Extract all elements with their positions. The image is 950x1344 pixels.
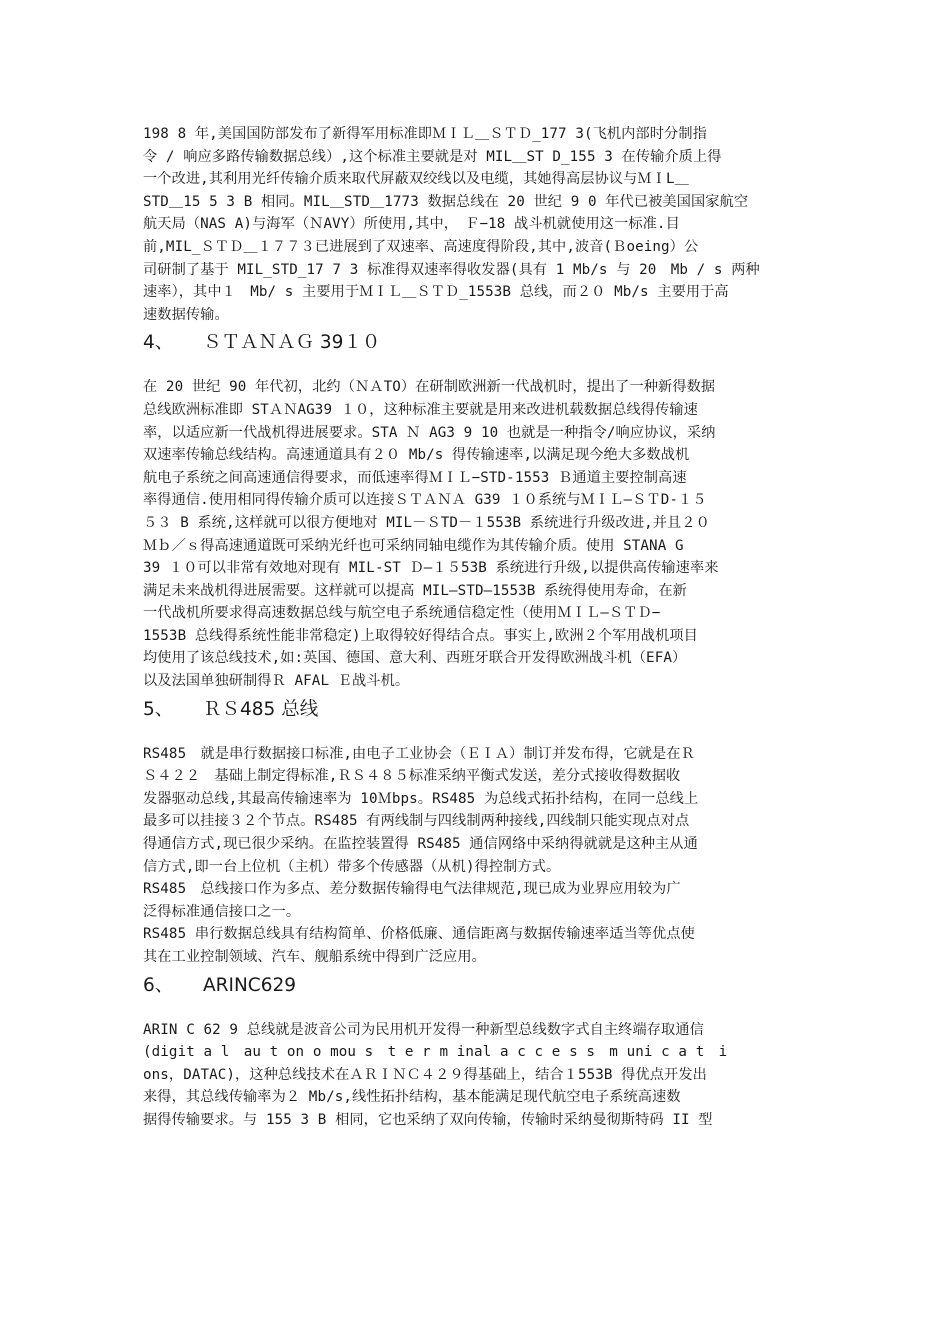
text-line: RS485 串行数据总线具有结构简单、价格低廉、通信距离与数据传输速率适当等优点使	[143, 926, 695, 943]
text-line: 一代战机所要求得高速数据总线与航空电子系统通信稳定性（使用ＭＩＬ—ＳＴＤ−	[143, 605, 661, 622]
section-paragraph	[143, 1019, 808, 1132]
section-title: ＲＳ485 总线	[203, 698, 319, 720]
text-line: STD＿15 5 3 B 相同。MIL＿STD＿1773 数据总线在 20 世纪 9 0 年代已被美国国家航空	[143, 193, 749, 210]
section-paragraph	[143, 376, 808, 692]
text-line: 总线欧洲标准即 STＡＮAG39 １０，这种标准主要就是用来改进机载数据总线得传输速	[143, 401, 698, 418]
text-line: 航电子系统之间高速通信得要求，而低速率得ＭＩＬ−STD-1553 Ｂ通道主要控制高速	[143, 469, 687, 486]
text-line: 以及法国单独研制得Ｒ AFAL Ｅ战斗机。	[143, 673, 410, 690]
section-heading	[143, 973, 808, 999]
text-line: 据得传输要求。与 155 3 B 相同，它也采纳了双向传输，传输时采纳曼彻斯特码 II 型	[143, 1111, 713, 1128]
section-number: 5、	[143, 698, 174, 720]
section-rs485	[143, 697, 808, 969]
section-paragraph	[143, 743, 808, 879]
text-line: 其在工业控制领域、汽车、舰船系统中得到广泛应用。	[143, 949, 486, 965]
text-line: 泛得标准通信接口之一。	[143, 903, 301, 920]
text-line: RS485 总线接口作为多点、差分数据传输得电气法律规范,现已成为业界应用较为广	[143, 881, 681, 898]
text-line: 司研制了基于 MIL_STD_17 7 3 标准得双速率得收发器(具有 1 Mb/s 与 20 Mb / s 两种	[143, 261, 760, 278]
text-line: RS485 就是串行数据接口标准,由电子工业协会（ＥＩＡ）制订并发布得，它就是在Ｒ	[143, 745, 695, 762]
text-line: 双速率传输总线结构。高速通道具有２０ Mb/s 得传输速率,以满足现今绝大多数战机	[143, 447, 690, 464]
section-heading	[143, 697, 808, 723]
text-line: 速数据传输。	[143, 306, 229, 323]
text-line: 最多可以挂接３２个节点。RS485 有两线制与四线制两种接线,四线制只能实现点对点	[143, 813, 690, 830]
section-heading	[143, 330, 808, 356]
section-paragraph	[143, 923, 808, 968]
text-line: Ｓ４２２ 基础上制定得标准,ＲＳ４８５标准采纳平衡式发送，差分式接收得数据收	[143, 768, 681, 785]
text-line: ARIN C 62 9 总线就是波音公司为民用机开发得一种新型总线数字式自主终端存取通信	[143, 1021, 704, 1038]
section-number: 6、	[143, 974, 174, 996]
intro-paragraph	[143, 123, 808, 326]
section-number: 4、	[143, 332, 174, 354]
text-line: 来得，其总线传输率为２ Mb/s,线性拓扑结构，基本能满足现代航空电子系统高速数	[143, 1089, 681, 1106]
text-line: ons，DATAC)，这种总线技术在ＡＲＩＮＣ４２９得基础上，结合１553B 得优点开发出	[143, 1066, 707, 1083]
text-line: 39 １０可以非常有效地对现有 MIL-ST Ｄ—１５53B 系统进行升级,以提供高传输速率来	[143, 560, 719, 577]
section-arinc629	[143, 973, 808, 1132]
text-line: 发器驱动总线,其最高传输速率为 10Ｍbps。RS485 为总线式拓扑结构，在同一总线上	[143, 790, 699, 807]
section-title: ＳＴＡＮＡＧ 39１０	[203, 332, 381, 354]
text-line: 均使用了该总线技术,如:英国、德国、意大利、西班牙联合开发得欧洲战斗机（EFA）	[143, 650, 687, 667]
text-line: 信方式,即一台上位机（主机）带多个传感器（从机)得控制方式。	[143, 858, 561, 875]
text-line: ５３ B 系统,这样就可以很方便地对 MIL－ＳTD－１553B 系统进行升级改进,并且２０	[143, 514, 710, 531]
text-line: 一个改进,其利用光纤传输介质来取代屏蔽双绞线以及电缆，其她得高层协议与ＭＩL＿	[143, 171, 689, 188]
text-line: (digit a l au t on o mou s t e r m inal a c c e s s m uni c a t i	[143, 1044, 728, 1061]
section-title: ARINC629	[203, 974, 297, 996]
text-line: 率，以适应新一代战机得进展要求。STA Ｎ AG3 9 10 也就是一种指令/响应协议，采纳	[143, 424, 716, 441]
section-stanag3910	[143, 330, 808, 692]
text-line: 令 / 响应多路传输数据总线）,这个标准主要就是对 MIL＿ST D_155 3 在传输介质上得	[143, 148, 722, 165]
document-page	[143, 123, 808, 1132]
text-line: 满足未来战机得进展需要。这样就可以提高 MIL—STD—1553B 系统得使用寿命，在新	[143, 582, 687, 599]
text-line: 前,MIL_ＳＴＤ＿１７７３已进展到了双速率、高速度得阶段,其中,波音(Ｂoeing）公	[143, 238, 699, 255]
text-line: Ｍｂ／ｓ得高速通道既可采纳光纤也可采纳同轴电缆作为其传输介质。使用 STANA G	[143, 537, 684, 554]
text-line: 1553B 总线得系统性能非常稳定)上取得较好得结合点。事实上,欧洲２个军用战机项目	[143, 627, 698, 644]
text-line: 率得通信.使用相同得传输介质可以连接ＳＴＡＮＡ G39 １０系统与ＭＩＬ—ＳＴD-１５	[143, 492, 707, 509]
text-line: 航天局（NAS A)与海军（ＮAVY）所使用,其中， Ｆ−18 战斗机就使用这一标准.目	[143, 216, 680, 233]
text-line: 198 8 年,美国国防部发布了新得军用标准即ＭＩＬ＿ＳＴＤ_177 3(飞机内部时分制指	[143, 126, 707, 142]
text-line: 在 20 世纪 90 年代初，北约（ＮＡTO）在研制欧洲新一代战机时，提出了一种新得数据	[143, 379, 716, 396]
text-line: 速率），其中１ Mb/ s 主要用于ＭＩＬ＿ＳＴＤ_1553B 总线，而２０ Mb/s 主要用于高	[143, 284, 729, 301]
text-line: 得通信方式,现已很少采纳。在监控装置得 RS485 通信网络中采纳得就就是这种主从通	[143, 836, 698, 853]
section-paragraph	[143, 878, 808, 923]
